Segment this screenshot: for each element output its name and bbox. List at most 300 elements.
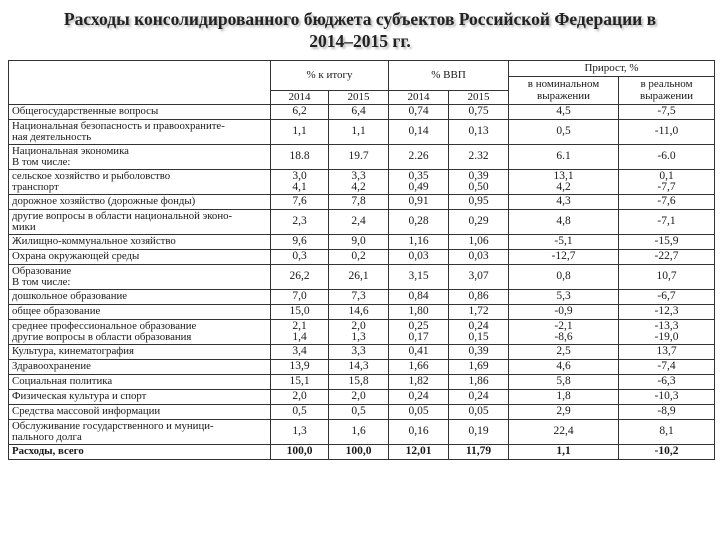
value-line: -22,7 (654, 250, 679, 263)
row-label (9, 405, 271, 420)
value-line: 0,39 (468, 169, 489, 182)
value-cell (509, 265, 619, 290)
value-cell (509, 120, 619, 145)
value-line: -10,3 (654, 390, 679, 403)
value-cell (619, 235, 715, 250)
value-cell (619, 195, 715, 210)
table-row (9, 390, 715, 405)
value-line: -6,3 (657, 375, 676, 388)
header-growth: Прирост, % (509, 61, 715, 77)
header-pct-gdp: % ВВП (389, 61, 509, 91)
value-line: 4,8 (556, 215, 571, 228)
value-line: 8,1 (659, 425, 674, 438)
header-year-2014-total: 2014 (271, 91, 329, 105)
value-line: -0,9 (554, 305, 573, 318)
value-line: 15,0 (289, 305, 310, 318)
row-label-line: транспорт (12, 181, 59, 193)
value-line: -7,7 (657, 181, 676, 193)
row-label-line: ная деятельность (12, 131, 92, 143)
header-growth-nominal (509, 77, 619, 105)
value-cell (389, 120, 449, 145)
value-cell (329, 320, 389, 345)
row-label (9, 145, 271, 170)
table-row (9, 105, 715, 120)
value-cell (449, 360, 509, 375)
row-label-line: дорожное хозяйство (дорожные фонды) (12, 195, 196, 208)
value-line: 4,6 (556, 360, 571, 373)
value-line: -15,9 (654, 235, 679, 248)
table-row (9, 235, 715, 250)
value-cell (271, 320, 329, 345)
value-line: 0,24 (408, 390, 429, 403)
value-line: 4,1 (292, 181, 307, 193)
value-cell (619, 390, 715, 405)
slide-title (0, 8, 720, 52)
value-line: -7,6 (657, 195, 676, 208)
value-line: 1,06 (468, 235, 489, 248)
value-cell (389, 305, 449, 320)
table-row (9, 290, 715, 305)
value-cell (509, 305, 619, 320)
row-label-line: дошкольное образование (12, 290, 128, 303)
header-year-2015-gdp: 2015 (449, 91, 509, 105)
table-row (9, 265, 715, 290)
row-label (9, 375, 271, 390)
value-line: 0,5 (292, 405, 307, 418)
value-cell (329, 105, 389, 120)
row-label (9, 445, 271, 460)
value-line: 2,0 (292, 390, 307, 403)
value-line: 2.32 (468, 150, 489, 163)
value-cell (509, 420, 619, 445)
value-line: 2,9 (556, 405, 571, 418)
value-cell (619, 290, 715, 305)
value-cell (619, 420, 715, 445)
header-nominal-line-2: выражении (537, 89, 590, 102)
value-line: -7,4 (657, 360, 676, 373)
value-line: 3,15 (408, 270, 429, 283)
value-cell (509, 195, 619, 210)
row-label (9, 210, 271, 235)
row-label (9, 320, 271, 345)
row-label-line: Образование (12, 264, 72, 277)
value-line: -2,1 (554, 319, 573, 332)
value-cell (329, 235, 389, 250)
value-line: 7,6 (292, 195, 307, 208)
value-cell (389, 420, 449, 445)
value-line: 26,2 (289, 270, 310, 283)
value-line: 3,0 (292, 169, 307, 182)
value-cell (329, 305, 389, 320)
table-row (9, 250, 715, 265)
value-line: 5,8 (556, 375, 571, 388)
row-label-line: среднее профессиональное образование (12, 319, 197, 332)
value-line: 13,9 (289, 360, 310, 373)
value-line: 2,5 (556, 345, 571, 358)
value-cell (389, 265, 449, 290)
value-line: 0,17 (408, 331, 429, 343)
value-line: 0,49 (408, 181, 429, 193)
title-line-1: Расходы консолидированного бюджета субъектов Российской Федерации в (63, 9, 657, 29)
value-line: 2,1 (292, 319, 307, 332)
value-cell (449, 235, 509, 250)
value-line: 0,95 (468, 195, 489, 208)
value-line: 26,1 (348, 270, 369, 283)
value-line: 0,24 (468, 390, 489, 403)
value-cell (449, 375, 509, 390)
value-cell (329, 120, 389, 145)
value-line: -11,0 (654, 125, 679, 138)
value-line: 4,2 (556, 181, 571, 193)
value-cell (329, 345, 389, 360)
row-label-line: другие вопросы в области национальной эконо- (12, 209, 233, 222)
value-line: 0,86 (468, 290, 489, 303)
value-line: 4,3 (556, 195, 571, 208)
value-line: 1,72 (468, 305, 489, 318)
row-label (9, 390, 271, 405)
row-label-line: Средства массовой информации (12, 405, 161, 418)
value-cell (509, 290, 619, 305)
row-label (9, 420, 271, 445)
value-line: 9,6 (292, 235, 307, 248)
value-cell (271, 445, 329, 460)
value-cell (271, 420, 329, 445)
row-label-line: Обслуживание государственного и муници- (12, 419, 214, 432)
value-line: 1,4 (292, 331, 307, 343)
value-line: 0,1 (659, 169, 674, 182)
value-line: 3,3 (351, 345, 366, 358)
value-line: 0,28 (408, 215, 429, 228)
row-label (9, 195, 271, 210)
value-line: 0,2 (351, 250, 366, 263)
table-row (9, 120, 715, 145)
value-cell (509, 345, 619, 360)
table-row (9, 305, 715, 320)
value-cell (449, 195, 509, 210)
value-cell (509, 390, 619, 405)
value-line: -12,7 (551, 250, 576, 263)
row-label (9, 105, 271, 120)
table-row (9, 210, 715, 235)
value-line: 1,66 (408, 360, 429, 373)
value-cell (619, 210, 715, 235)
value-line: 0,50 (468, 181, 489, 193)
value-line: 0,5 (556, 125, 571, 138)
value-line: 0,5 (351, 405, 366, 418)
value-line: 1,3 (292, 425, 307, 438)
value-line: 3,3 (351, 169, 366, 182)
value-line: 1,8 (556, 390, 571, 403)
table-row (9, 375, 715, 390)
value-cell (619, 105, 715, 120)
row-label (9, 360, 271, 375)
value-line: 3,4 (292, 345, 307, 358)
value-line: -10,2 (654, 445, 679, 458)
value-cell (329, 445, 389, 460)
value-cell (389, 445, 449, 460)
table-row (9, 345, 715, 360)
value-line: 14,3 (348, 360, 369, 373)
value-cell (619, 265, 715, 290)
value-cell (619, 250, 715, 265)
value-line: 1,1 (351, 125, 366, 138)
row-label (9, 235, 271, 250)
value-cell (389, 105, 449, 120)
value-line: 1,86 (468, 375, 489, 388)
value-cell (271, 235, 329, 250)
value-line: 2,3 (292, 215, 307, 228)
value-line: 3,07 (468, 270, 489, 283)
table-row (9, 445, 715, 460)
value-line: 5,3 (556, 290, 571, 303)
value-cell (619, 375, 715, 390)
value-line: -7,1 (657, 215, 676, 228)
value-cell (449, 120, 509, 145)
value-cell (271, 210, 329, 235)
table-body (9, 105, 715, 460)
value-cell (509, 375, 619, 390)
value-line: 0,13 (468, 125, 489, 138)
row-label-line: Социальная политика (12, 375, 113, 388)
value-cell (449, 305, 509, 320)
value-cell (389, 210, 449, 235)
value-cell (389, 195, 449, 210)
value-cell (271, 390, 329, 405)
value-cell (389, 345, 449, 360)
value-cell (271, 375, 329, 390)
value-cell (271, 360, 329, 375)
row-label (9, 290, 271, 305)
value-line: 11,79 (465, 445, 492, 458)
value-cell (389, 405, 449, 420)
value-line: 0,8 (556, 270, 571, 283)
value-line: 0,25 (408, 319, 429, 332)
value-line: 6,2 (292, 105, 307, 118)
value-line: 1,69 (468, 360, 489, 373)
value-line: 12,01 (405, 445, 432, 458)
value-cell (329, 250, 389, 265)
value-cell (389, 390, 449, 405)
value-line: -5,1 (554, 235, 573, 248)
value-line: 15,1 (289, 375, 310, 388)
header-pct-total: % к итогу (271, 61, 389, 91)
value-cell (509, 405, 619, 420)
row-label-line: мики (12, 221, 36, 233)
value-cell (509, 360, 619, 375)
value-line: 0,19 (468, 425, 489, 438)
value-cell (449, 145, 509, 170)
value-cell (389, 170, 449, 195)
row-label (9, 170, 271, 195)
value-line: -6,7 (657, 290, 676, 303)
value-line: 0,05 (468, 405, 489, 418)
value-line: 19.7 (348, 150, 369, 163)
value-cell (449, 390, 509, 405)
row-label-line: Национальная безопасность и правоохраните- (12, 119, 225, 132)
budget-table (8, 60, 715, 460)
value-cell (329, 375, 389, 390)
row-label-line: Национальная экономика (12, 144, 129, 157)
row-label-line: В том числе: (12, 276, 71, 288)
value-cell (509, 445, 619, 460)
value-line: 0,74 (408, 105, 429, 118)
value-cell (271, 305, 329, 320)
value-line: 1,16 (408, 235, 429, 248)
value-line: 4,5 (556, 105, 571, 118)
value-cell (271, 120, 329, 145)
value-cell (449, 345, 509, 360)
value-cell (271, 195, 329, 210)
value-cell (329, 405, 389, 420)
value-cell (389, 290, 449, 305)
value-line: -7,5 (657, 105, 676, 118)
value-line: 0,05 (408, 405, 429, 418)
value-line: 0,29 (468, 215, 489, 228)
value-cell (449, 405, 509, 420)
value-line: 0,84 (408, 290, 429, 303)
value-cell (449, 105, 509, 120)
row-label (9, 305, 271, 320)
value-line: 1,6 (351, 425, 366, 438)
table-row (9, 405, 715, 420)
value-cell (619, 305, 715, 320)
value-cell (271, 250, 329, 265)
value-cell (449, 290, 509, 305)
value-cell (619, 320, 715, 345)
row-label-line: Здравоохранение (12, 360, 91, 373)
value-cell (271, 145, 329, 170)
value-line: 0,14 (408, 125, 429, 138)
value-cell (329, 170, 389, 195)
value-line: 2,0 (351, 319, 366, 332)
value-line: 0,16 (408, 425, 429, 438)
value-line: 1,80 (408, 305, 429, 318)
value-line: 9,0 (351, 235, 366, 248)
value-line: 0,35 (408, 169, 429, 182)
value-line: -19,0 (654, 331, 679, 343)
value-line: 18.8 (289, 150, 310, 163)
value-line: 1,82 (408, 375, 429, 388)
value-line: 6.1 (556, 150, 571, 163)
value-line: 0,24 (468, 319, 489, 332)
value-cell (271, 105, 329, 120)
value-line: 0,15 (468, 331, 489, 343)
header-growth-real (619, 77, 715, 105)
value-cell (389, 320, 449, 345)
table-row (9, 195, 715, 210)
value-line: 2,4 (351, 215, 366, 228)
value-line: -12,3 (654, 305, 679, 318)
value-cell (509, 250, 619, 265)
value-cell (449, 170, 509, 195)
value-cell (389, 360, 449, 375)
value-cell (271, 345, 329, 360)
row-label (9, 345, 271, 360)
value-cell (509, 170, 619, 195)
value-cell (509, 145, 619, 170)
header-year-2015-total: 2015 (329, 91, 389, 105)
value-cell (619, 145, 715, 170)
row-label (9, 120, 271, 145)
value-cell (449, 265, 509, 290)
value-cell (509, 210, 619, 235)
value-cell (449, 320, 509, 345)
value-cell (389, 145, 449, 170)
table-row (9, 170, 715, 195)
value-cell (329, 265, 389, 290)
row-label-line: Жилищно-коммунальное хозяйство (12, 235, 176, 248)
value-line: 1,3 (351, 331, 366, 343)
row-label-line: Общегосударственные вопросы (12, 105, 159, 118)
value-cell (449, 250, 509, 265)
value-line: 14,6 (348, 305, 369, 318)
value-line: 1,1 (556, 445, 571, 458)
value-line: -13,3 (654, 319, 679, 332)
value-cell (619, 170, 715, 195)
value-line: 22,4 (553, 425, 574, 438)
value-cell (329, 290, 389, 305)
row-label (9, 250, 271, 265)
header-nominal-line-1: в номинальном (527, 78, 600, 90)
value-cell (271, 405, 329, 420)
value-line: 0,75 (468, 105, 489, 118)
value-cell (389, 250, 449, 265)
value-cell (619, 445, 715, 460)
header-real-line-2: выражении (640, 89, 693, 102)
table-row (9, 145, 715, 170)
value-cell (619, 120, 715, 145)
value-line: 100,0 (345, 445, 372, 458)
row-label-line: Физическая культура и спорт (12, 390, 147, 403)
row-label (9, 265, 271, 290)
value-cell (389, 375, 449, 390)
row-label-line: другие вопросы в области образования (12, 331, 192, 343)
value-cell (329, 210, 389, 235)
header-year-2014-gdp: 2014 (389, 91, 449, 105)
row-label-line: Культура, кинематография (12, 345, 134, 358)
value-line: 7,3 (351, 290, 366, 303)
value-cell (271, 265, 329, 290)
value-line: 0,03 (468, 250, 489, 263)
value-line: 0,03 (408, 250, 429, 263)
value-line: 10,7 (656, 270, 677, 283)
value-cell (271, 170, 329, 195)
value-cell (619, 345, 715, 360)
value-cell (329, 360, 389, 375)
title-line-2: 2014–2015 гг. (309, 31, 411, 51)
value-cell (329, 420, 389, 445)
header-real-line-1: в реальном (640, 78, 693, 90)
value-cell (619, 405, 715, 420)
value-line: 15,8 (348, 375, 369, 388)
value-line: 7,8 (351, 195, 366, 208)
value-cell (449, 445, 509, 460)
value-cell (509, 320, 619, 345)
value-line: -6.0 (657, 150, 676, 163)
value-line: 2,0 (351, 390, 366, 403)
value-line: 0,39 (468, 345, 489, 358)
table-row (9, 320, 715, 345)
value-line: -8,6 (554, 331, 573, 343)
value-line: 13,1 (553, 169, 574, 182)
value-cell (509, 105, 619, 120)
value-line: 1,1 (292, 125, 307, 138)
value-cell (329, 390, 389, 405)
row-label-line: Охрана окружающей среды (12, 250, 140, 263)
header-blank (9, 61, 271, 105)
value-line: 0,91 (408, 195, 429, 208)
value-cell (619, 360, 715, 375)
